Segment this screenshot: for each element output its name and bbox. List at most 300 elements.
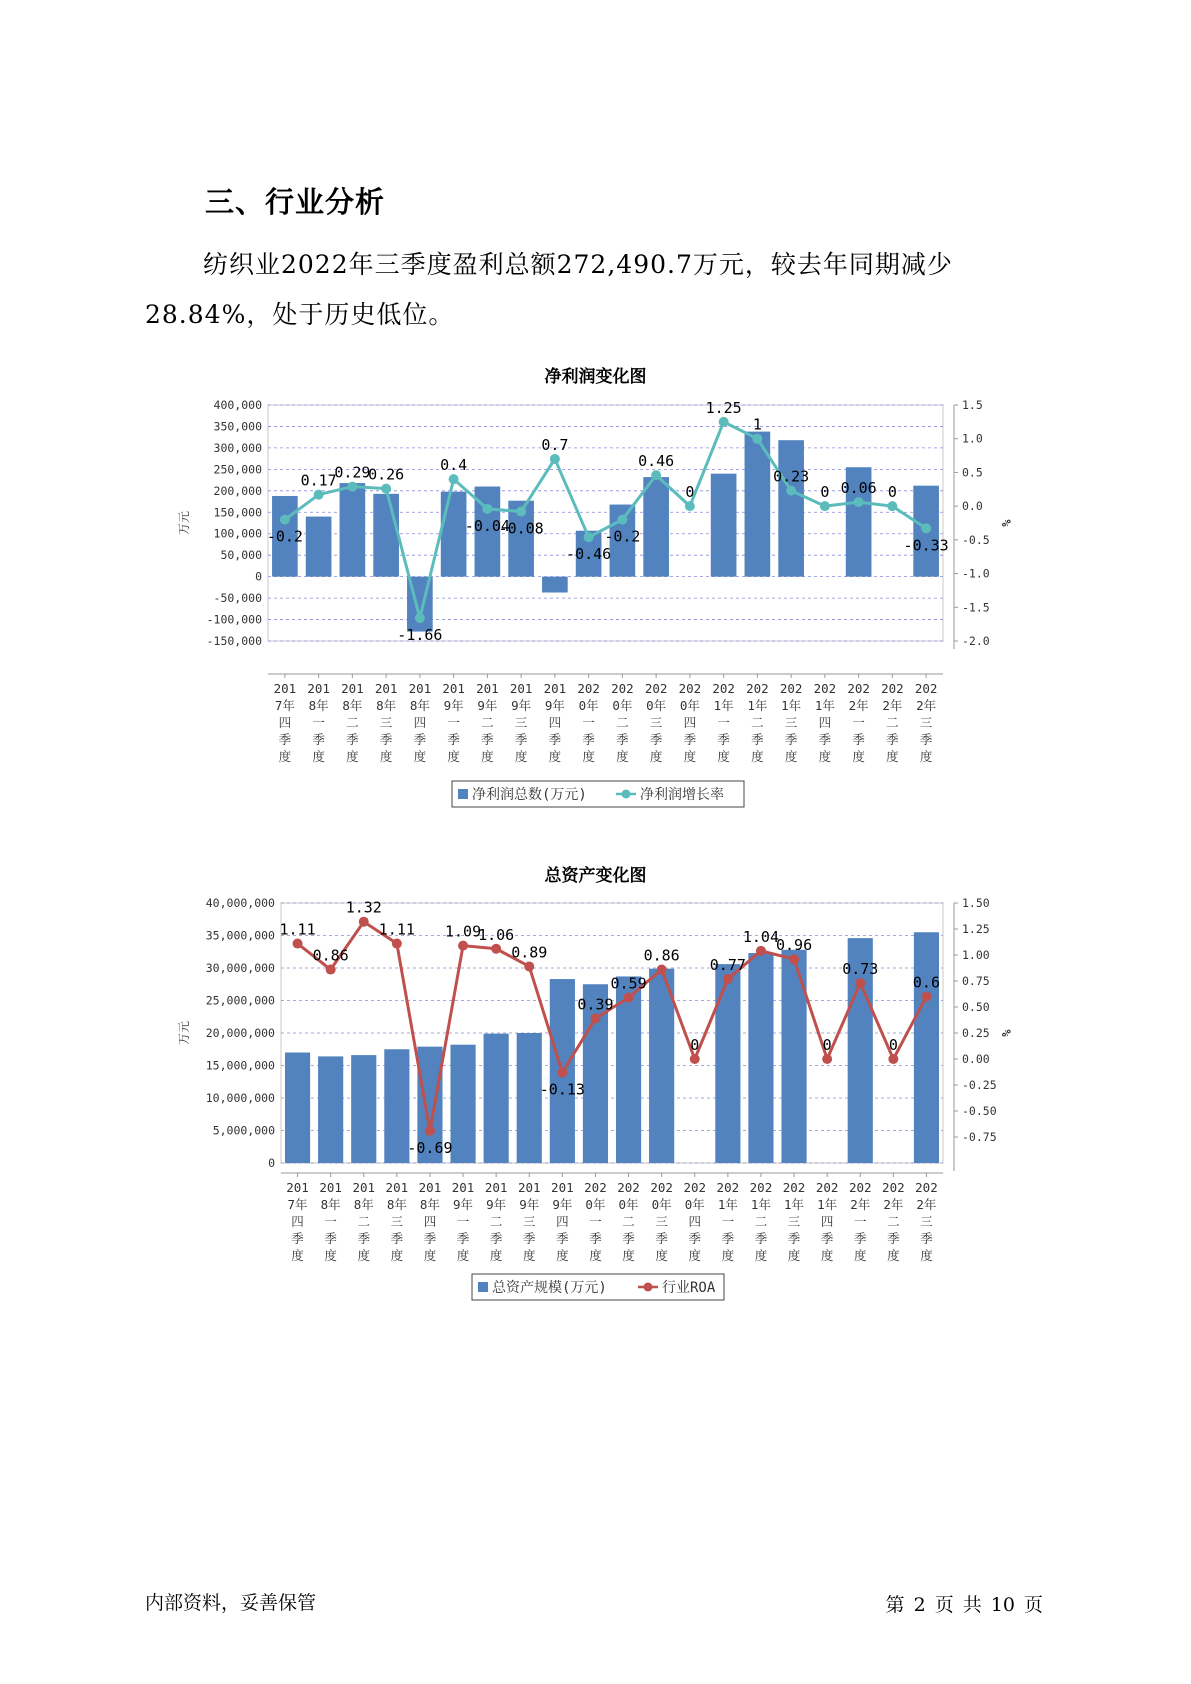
- x-tick-label: 度: [820, 1248, 834, 1263]
- line-point: [381, 484, 391, 494]
- x-tick-label: 0年: [651, 1197, 672, 1212]
- x-tick-label: 7年: [287, 1197, 308, 1212]
- line-point: [584, 532, 594, 542]
- line-point: [888, 1054, 898, 1064]
- x-tick-label: 0年: [684, 1197, 705, 1212]
- data-label: 0: [685, 483, 695, 502]
- x-tick-label: 8年: [386, 1197, 407, 1212]
- bar: [517, 1033, 542, 1163]
- x-tick-label: 三: [390, 1214, 404, 1229]
- x-tick-label: 度: [481, 749, 494, 764]
- data-label: 1.11: [378, 920, 415, 939]
- data-label: 0.73: [842, 960, 879, 979]
- y-left-tick-label: 5,000,000: [212, 1123, 275, 1138]
- section-heading: 三、行业分析: [205, 185, 386, 219]
- line-point: [280, 515, 290, 525]
- x-tick-label: 四: [820, 1214, 834, 1229]
- x-tick-label: 季: [820, 1231, 834, 1246]
- y-right-tick-label: -0.75: [962, 1130, 997, 1144]
- x-tick-label: 季: [390, 1231, 404, 1246]
- x-tick-label: 四: [423, 1214, 437, 1229]
- x-tick-label: 201: [385, 1180, 409, 1195]
- section-paragraph: 纺织业2022年三季度盈利总额272,490.7万元，较去年同期减少28.84%，处于历史低位。: [145, 250, 953, 329]
- x-tick-label: 201: [273, 681, 297, 696]
- chart-2-title: 总资产变化图: [544, 866, 647, 886]
- x-tick-label: 季: [853, 1231, 867, 1246]
- data-label: -0.13: [539, 1080, 585, 1099]
- x-tick-label: 季: [688, 1231, 702, 1246]
- data-label: 1.04: [742, 927, 780, 946]
- legend-line-marker: [644, 1283, 653, 1292]
- x-tick-label: 季: [379, 732, 393, 747]
- y-right-tick-label: -1.0: [962, 566, 990, 581]
- x-tick-label: 202: [678, 681, 702, 696]
- line-point: [482, 504, 492, 514]
- x-tick-label: 202: [716, 1180, 740, 1195]
- line-point: [820, 501, 830, 511]
- x-tick-label: 季: [278, 732, 292, 747]
- line-point: [524, 961, 534, 971]
- legend-line-marker: [622, 790, 631, 799]
- data-label: 0.86: [643, 946, 680, 965]
- x-tick-label: 度: [357, 1248, 371, 1263]
- x-tick-label: 季: [622, 1231, 635, 1246]
- x-tick-label: 季: [751, 732, 764, 747]
- line-point: [822, 1054, 832, 1064]
- data-label: 0.96: [775, 936, 813, 955]
- line-point: [887, 501, 897, 511]
- x-tick-label: 三: [920, 1214, 933, 1229]
- x-tick-label: 四: [683, 715, 697, 730]
- bar: [384, 1049, 409, 1163]
- x-tick-label: 201: [442, 681, 465, 696]
- x-tick-label: 202: [813, 681, 837, 696]
- x-tick-label: 四: [556, 1214, 569, 1229]
- y-right-tick-label: -1.5: [962, 600, 990, 615]
- data-label: 0.06: [840, 479, 877, 498]
- data-label: 0.4: [440, 456, 468, 475]
- x-tick-label: 202: [584, 1180, 607, 1195]
- x-tick-label: 二: [357, 1214, 371, 1229]
- x-tick-label: 季: [291, 1231, 304, 1246]
- x-tick-label: 202: [746, 681, 769, 696]
- x-tick-label: 季: [818, 732, 832, 747]
- plot-area: [268, 405, 943, 641]
- y-right-axis-title: %: [999, 519, 1013, 527]
- bar: [649, 969, 674, 1163]
- y-left-tick-label: -100,000: [206, 612, 262, 627]
- x-tick-label: 9年: [544, 698, 565, 713]
- data-label: 1: [752, 415, 762, 434]
- y-left-axis-title: 万元: [177, 510, 191, 536]
- x-tick-label: 度: [622, 1248, 635, 1263]
- bar: [778, 440, 804, 576]
- x-tick-label: 季: [413, 732, 427, 747]
- x-tick-label: 一: [447, 715, 460, 730]
- y-left-tick-label: 10,000,000: [205, 1091, 275, 1105]
- x-tick-label: 201: [286, 1180, 309, 1195]
- legend-bar-swatch: [458, 789, 468, 799]
- x-tick-label: 201: [509, 681, 533, 696]
- x-tick-label: 201: [352, 1180, 376, 1195]
- x-tick-label: 二: [489, 1214, 503, 1229]
- x-tick-label: 四: [413, 715, 427, 730]
- x-tick-label: 度: [655, 1248, 668, 1263]
- x-tick-label: 9年: [511, 698, 532, 713]
- line-point: [458, 941, 468, 951]
- bar: [340, 483, 366, 577]
- data-label: 0: [690, 1036, 700, 1054]
- x-tick-label: 季: [852, 732, 865, 747]
- data-label: 0.46: [638, 452, 675, 471]
- x-tick-label: 202: [712, 681, 735, 696]
- bar: [450, 1045, 475, 1163]
- x-tick-label: 度: [312, 749, 325, 764]
- x-tick-label: 四: [688, 1214, 702, 1229]
- y-left-tick-label: 25,000,000: [205, 993, 275, 1008]
- y-left-axis-title: 万元: [177, 1020, 191, 1046]
- x-tick-label: 度: [852, 749, 865, 764]
- y-left-tick-label: 400,000: [213, 398, 262, 412]
- line-point: [723, 974, 733, 984]
- x-tick-label: 三: [787, 1214, 801, 1229]
- y-left-tick-label: 50,000: [220, 548, 262, 563]
- x-tick-label: 度: [818, 749, 832, 764]
- x-tick-label: 202: [881, 681, 904, 696]
- y-left-tick-label: 250,000: [213, 462, 262, 477]
- x-tick-label: 201: [484, 1180, 508, 1195]
- line-point: [359, 917, 369, 927]
- x-tick-label: 度: [616, 749, 629, 764]
- line-point: [347, 482, 357, 492]
- legend-bar-swatch: [478, 1282, 488, 1292]
- x-tick-label: 季: [616, 732, 629, 747]
- x-tick-label: 202: [749, 1180, 773, 1195]
- x-tick-label: 201: [517, 1180, 541, 1195]
- y-right-tick-label: -2.0: [962, 634, 990, 648]
- x-tick-label: 1年: [784, 1197, 805, 1212]
- x-tick-label: 度: [589, 1248, 602, 1263]
- x-tick-label: 二: [481, 715, 494, 730]
- data-label: 0: [888, 1036, 898, 1054]
- x-tick-label: 季: [582, 732, 595, 747]
- y-left-tick-label: 20,000,000: [205, 1026, 275, 1040]
- line-point: [326, 965, 336, 975]
- x-tick-label: 201: [418, 1180, 442, 1195]
- y-left-tick-label: 100,000: [213, 526, 262, 541]
- x-tick-label: 0年: [578, 698, 599, 713]
- x-tick-label: 度: [379, 749, 393, 764]
- x-tick-label: 202: [577, 681, 600, 696]
- data-label: -0.46: [566, 545, 612, 564]
- x-tick-label: 二: [754, 1214, 768, 1229]
- x-tick-label: 202: [650, 1180, 673, 1195]
- x-tick-label: 三: [919, 715, 933, 730]
- line-point: [752, 434, 762, 444]
- y-left-tick-label: 150,000: [213, 505, 262, 520]
- y-right-tick-label: 0.5: [962, 465, 983, 480]
- x-tick-label: 202: [611, 681, 634, 696]
- x-tick-label: 度: [787, 1248, 801, 1263]
- legend-line-label: 净利润增长率: [640, 787, 724, 803]
- x-tick-label: 季: [456, 1231, 470, 1246]
- y-left-tick-label: 15,000,000: [205, 1058, 275, 1073]
- bar: [748, 953, 773, 1163]
- x-tick-label: 季: [514, 732, 528, 747]
- x-tick-label: 2年: [883, 1197, 904, 1212]
- x-tick-label: 季: [357, 1231, 371, 1246]
- x-tick-label: 1年: [713, 698, 734, 713]
- x-tick-label: 202: [683, 1180, 707, 1195]
- y-right-tick-label: 1.5: [962, 398, 983, 412]
- x-tick-label: 一: [717, 715, 730, 730]
- x-tick-label: 度: [447, 749, 460, 764]
- x-tick-label: 季: [717, 732, 730, 747]
- x-tick-label: 度: [649, 749, 663, 764]
- line-point: [392, 939, 402, 949]
- x-tick-label: 0年: [585, 1197, 606, 1212]
- x-tick-label: 202: [914, 681, 938, 696]
- bar: [715, 964, 740, 1163]
- x-tick-label: 季: [589, 1231, 602, 1246]
- x-tick-label: 度: [751, 749, 764, 764]
- x-tick-label: 度: [489, 1248, 503, 1263]
- data-label: -0.2: [604, 527, 641, 546]
- bar: [484, 1034, 509, 1163]
- x-tick-label: 度: [887, 1248, 900, 1263]
- x-tick-label: 季: [346, 732, 359, 747]
- x-tick-label: 季: [649, 732, 663, 747]
- x-tick-label: 季: [655, 1231, 668, 1246]
- x-tick-label: 三: [784, 715, 798, 730]
- x-tick-label: 202: [847, 681, 870, 696]
- bar: [643, 477, 669, 577]
- y-left-tick-label: 35,000,000: [205, 928, 275, 943]
- x-tick-label: 度: [346, 749, 359, 764]
- x-tick-label: 二: [616, 715, 629, 730]
- x-tick-label: 季: [489, 1231, 503, 1246]
- line-point: [854, 497, 864, 507]
- y-right-tick-label: -0.50: [962, 1104, 997, 1118]
- x-tick-label: 季: [683, 732, 697, 747]
- x-tick-label: 四: [818, 715, 832, 730]
- data-label: 0.23: [773, 467, 810, 486]
- x-tick-label: 9年: [453, 1197, 474, 1212]
- x-tick-label: 度: [291, 1248, 304, 1263]
- data-label: 0.59: [610, 974, 647, 993]
- x-tick-label: 1年: [781, 698, 802, 713]
- net-profit-chart: [0, 395, 1191, 845]
- x-tick-label: 度: [717, 749, 730, 764]
- bar: [285, 1053, 310, 1164]
- line-point: [449, 474, 459, 484]
- x-tick-label: 9年: [477, 698, 498, 713]
- x-tick-label: 2年: [850, 1197, 871, 1212]
- x-tick-label: 季: [522, 1231, 536, 1246]
- line-point: [557, 1068, 567, 1078]
- y-right-tick-label: 1.25: [962, 922, 990, 936]
- y-left-tick-label: 0: [255, 569, 262, 584]
- x-tick-label: 2年: [882, 698, 903, 713]
- x-tick-label: 度: [556, 1248, 569, 1263]
- y-right-tick-label: 0.00: [962, 1052, 990, 1066]
- x-tick-label: 度: [522, 1248, 536, 1263]
- bar: [306, 517, 332, 577]
- line-point: [516, 507, 526, 517]
- data-label: 1.11: [279, 920, 316, 939]
- x-tick-label: 季: [754, 1231, 768, 1246]
- x-tick-label: 201: [408, 681, 432, 696]
- chart-1-title: 净利润变化图: [544, 367, 647, 387]
- data-label: -0.08: [498, 519, 544, 538]
- x-tick-label: 8年: [308, 698, 329, 713]
- line-point: [789, 954, 799, 964]
- x-tick-label: 201: [307, 681, 330, 696]
- x-tick-label: 201: [451, 1180, 475, 1195]
- x-tick-label: 1年: [747, 698, 768, 713]
- line-point: [855, 978, 865, 988]
- x-tick-label: 度: [548, 749, 562, 764]
- x-tick-label: 201: [374, 681, 398, 696]
- x-tick-label: 202: [848, 1180, 872, 1195]
- x-tick-label: 8年: [353, 1197, 374, 1212]
- y-left-tick-label: 200,000: [213, 483, 262, 498]
- x-tick-label: 度: [456, 1248, 470, 1263]
- footer-confidential: 内部资料，妥善保管: [145, 1592, 317, 1614]
- line-point: [756, 946, 766, 956]
- data-label: 1.32: [345, 898, 382, 917]
- x-tick-label: 度: [688, 1248, 702, 1263]
- x-tick-label: 季: [324, 1231, 337, 1246]
- bar: [914, 932, 939, 1163]
- line-point: [590, 1013, 600, 1023]
- bar: [441, 492, 467, 577]
- x-tick-label: 二: [346, 715, 359, 730]
- x-tick-label: 2年: [916, 1197, 937, 1212]
- y-right-tick-label: 1.0: [962, 431, 983, 446]
- x-tick-label: 度: [582, 749, 595, 764]
- x-tick-label: 一: [582, 715, 595, 730]
- x-tick-label: 1年: [814, 698, 835, 713]
- data-label: 0.89: [511, 943, 548, 962]
- x-tick-label: 一: [589, 1214, 602, 1229]
- x-tick-label: 7年: [274, 698, 295, 713]
- line-point: [651, 470, 661, 480]
- x-tick-label: 201: [551, 1180, 574, 1195]
- x-tick-label: 202: [815, 1180, 839, 1195]
- line-point: [921, 523, 931, 533]
- x-tick-label: 三: [655, 1214, 668, 1229]
- x-tick-label: 0年: [646, 698, 667, 713]
- x-tick-label: 202: [779, 681, 803, 696]
- y-left-tick-label: -50,000: [213, 591, 262, 606]
- y-left-tick-label: 30,000,000: [205, 961, 275, 975]
- line-point: [624, 993, 634, 1003]
- data-label: -0.2: [266, 527, 303, 546]
- x-tick-label: 季: [787, 1231, 801, 1246]
- y-right-tick-label: 0.75: [962, 974, 990, 988]
- x-tick-label: 0年: [618, 1197, 639, 1212]
- y-left-tick-label: -150,000: [206, 634, 262, 648]
- y-left-tick-label: 300,000: [213, 440, 262, 455]
- x-tick-label: 季: [721, 1231, 735, 1246]
- x-tick-label: 度: [514, 749, 528, 764]
- x-tick-label: 201: [476, 681, 499, 696]
- data-label: 0.26: [368, 465, 405, 484]
- x-tick-label: 季: [784, 732, 798, 747]
- x-tick-label: 9年: [443, 698, 464, 713]
- line-point: [685, 501, 695, 511]
- data-label: -0.04: [464, 516, 510, 535]
- data-label: 0: [822, 1036, 832, 1054]
- legend-bar-label: 总资产规模(万元): [492, 1280, 607, 1296]
- y-right-tick-label: -0.25: [962, 1078, 997, 1092]
- x-tick-label: 季: [548, 732, 562, 747]
- x-tick-label: 0年: [612, 698, 633, 713]
- line-point: [921, 992, 931, 1002]
- line-point: [425, 1126, 435, 1136]
- x-tick-label: 201: [341, 681, 364, 696]
- x-tick-label: 一: [852, 715, 865, 730]
- y-right-tick-label: 0.50: [962, 1000, 990, 1014]
- x-tick-label: 二: [886, 715, 899, 730]
- y-left-tick-label: 0: [268, 1156, 275, 1170]
- data-label: 1.06: [478, 925, 515, 944]
- x-tick-label: 度: [886, 749, 899, 764]
- x-tick-label: 季: [556, 1231, 569, 1246]
- x-tick-label: 202: [882, 1180, 905, 1195]
- x-tick-label: 三: [522, 1214, 536, 1229]
- y-right-tick-label: -0.5: [962, 532, 990, 547]
- line-point: [415, 613, 425, 623]
- x-tick-label: 1年: [750, 1197, 771, 1212]
- y-right-tick-label: 0.25: [962, 1026, 990, 1040]
- line-point: [550, 454, 560, 464]
- x-tick-label: 三: [379, 715, 393, 730]
- x-tick-label: 2年: [848, 698, 869, 713]
- line-point: [719, 417, 729, 427]
- line-point: [314, 490, 324, 500]
- data-label: -0.69: [407, 1138, 453, 1157]
- x-tick-label: 度: [390, 1248, 404, 1263]
- x-tick-label: 季: [887, 1231, 900, 1246]
- x-tick-label: 季: [447, 732, 460, 747]
- x-tick-label: 二: [887, 1214, 900, 1229]
- x-tick-label: 201: [319, 1180, 342, 1195]
- line-point: [293, 939, 303, 949]
- data-label: 0.7: [541, 435, 569, 454]
- x-tick-label: 度: [784, 749, 798, 764]
- y-right-tick-label: 1.00: [962, 948, 990, 962]
- x-tick-label: 四: [548, 715, 562, 730]
- footer-page-number: 第 2 页 共 10 页: [885, 1594, 1043, 1616]
- data-label: 1.09: [444, 922, 482, 941]
- line-point: [617, 515, 627, 525]
- x-tick-label: 0年: [679, 698, 700, 713]
- x-tick-label: 202: [617, 1180, 640, 1195]
- bar: [711, 474, 737, 577]
- x-tick-label: 季: [481, 732, 494, 747]
- line-point: [786, 486, 796, 496]
- x-tick-label: 季: [919, 732, 933, 747]
- x-tick-label: 1年: [717, 1197, 738, 1212]
- x-tick-label: 度: [413, 749, 427, 764]
- line-point: [491, 944, 501, 954]
- x-tick-label: 季: [423, 1231, 437, 1246]
- x-tick-label: 一: [853, 1214, 867, 1229]
- x-tick-label: 度: [721, 1248, 735, 1263]
- data-label: 0.17: [300, 471, 337, 490]
